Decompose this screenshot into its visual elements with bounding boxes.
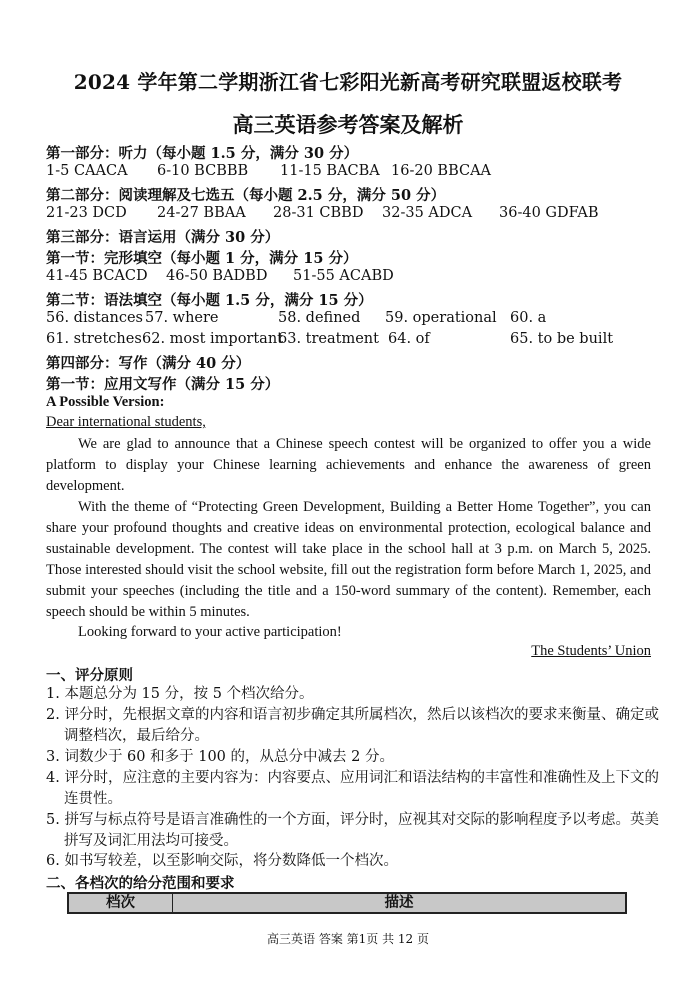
answer-group: 28-31 CBBD xyxy=(273,205,364,221)
grammar-answers-row2 xyxy=(46,331,613,347)
answer-item: 65. to be built xyxy=(510,331,614,347)
answer-item: 57. where xyxy=(145,310,219,326)
answer-item: 64. of xyxy=(388,331,430,347)
table-header-description: 描述 xyxy=(384,894,414,911)
part2-answers xyxy=(46,205,599,221)
grading-rule: 3. 词数少于 60 和多于 100 的，从总分中减去 2 分。 xyxy=(46,749,394,765)
letter-paragraph-1: We are glad to announce that a Chinese speech contest will be organized to offer you a wide platform to display your Chinese learning achievements and enhance the awareness of green development. xyxy=(46,436,651,494)
answer-item: 56. distances xyxy=(46,310,143,326)
answer-group: 1-5 CAACA xyxy=(46,163,128,179)
answer-item: 58. defined xyxy=(278,310,361,326)
part4-heading: 第四部分：写作（满分 40 分） xyxy=(46,355,251,372)
answer-item: 60. a xyxy=(510,310,547,326)
exam-title: 2024 学年第二学期浙江省七彩阳光新高考研究联盟返校联考 xyxy=(73,70,623,94)
part2-heading: 第二部分：阅读理解及七选五（每小题 2.5 分，满分 50 分） xyxy=(46,187,446,204)
grading-rule: 6. 如书写较差，以至影响交际，将分数降低一个档次。 xyxy=(46,853,398,869)
grading-rule: 4. 评分时，应注意的主要内容为：内容要点、应用词汇和语法结构的丰富性和准确性及上下文的连贯性。 xyxy=(46,770,659,807)
part1-heading: 第一部分：听力（每小题 1.5 分，满分 30 分） xyxy=(46,145,359,162)
table-header-level: 档次 xyxy=(69,894,173,912)
letter-paragraph-3: Looking forward to your active participation! xyxy=(78,624,342,640)
answer-group: 36-40 GDFAB xyxy=(499,205,599,221)
page-footer: 高三英语 答案 第1页 共 12 页 xyxy=(267,932,429,946)
answer-item: 63. treatment xyxy=(278,331,379,347)
letter-salutation: Dear international students, xyxy=(46,414,206,430)
answer-item: 62. most important xyxy=(142,331,283,347)
answer-item: 61. stretches xyxy=(46,331,142,347)
grading-rule: 5. 拼写与标点符号是语言准确性的一个方面，评分时，应视其对交际的影响程度予以考虑。英美拼写及词汇用法均可接受。 xyxy=(46,812,659,849)
grading-table-header xyxy=(67,892,627,914)
answer-group: 16-20 BBCAA xyxy=(391,163,492,179)
part3-section2-heading: 第二节：语法填空（每小题 1.5 分，满分 15 分） xyxy=(46,292,373,309)
grading-rule: 2. 评分时，先根据文章的内容和语言初步确定其所属档次，然后以该档次的要求来衡量、确定或调整档次，最后给分。 xyxy=(46,707,659,744)
grading-range-heading: 二、各档次的给分范围和要求 xyxy=(46,875,235,892)
answer-group: 24-27 BBAA xyxy=(157,205,246,221)
answer-group: 11-15 BACBA xyxy=(280,163,380,179)
part3-section1-heading: 第一节：完形填空（每小题 1 分，满分 15 分） xyxy=(46,250,358,267)
version-label: A Possible Version: xyxy=(46,394,165,410)
letter-paragraph-2: With the theme of “Protecting Green Development, Building a Better Home Together”, you can share your profound thoughts and creative ideas on environmental protection, ecological balance and sustainable development. The contest will take place in the school hall at 3 p.m. on March 5, 2025. Those interested should visit the school website, fill out the registration form before March 1, 2025, and submit your speeches (including the title and a 150-word summary of the content). Remember, each speech should be within 5 minutes. xyxy=(46,499,651,620)
answer-group: 51-55 ACABD xyxy=(293,268,394,284)
part4-section1-heading: 第一节：应用文写作（满分 15 分） xyxy=(46,376,280,393)
answer-group: 6-10 BCBBB xyxy=(157,163,249,179)
grading-heading: 一、评分原则 xyxy=(46,667,133,684)
answer-item: 59. operational xyxy=(385,310,497,326)
grammar-answers-row1 xyxy=(46,310,546,326)
document-subtitle: 高三英语参考答案及解析 xyxy=(232,112,464,137)
grading-rule: 1. 本题总分为 15 分，按 5 个档次给分。 xyxy=(46,686,314,702)
answer-group: 32-35 ADCA xyxy=(382,205,473,221)
answer-group: 21-23 DCD xyxy=(46,205,127,221)
letter-signature: The Students’ Union xyxy=(531,643,651,659)
answer-group: 46-50 BADBD xyxy=(166,268,268,284)
cloze-answers xyxy=(46,268,394,284)
part3-heading: 第三部分：语言运用（满分 30 分） xyxy=(46,229,280,246)
part1-answers xyxy=(46,163,491,179)
answer-group: 41-45 BCACD xyxy=(46,268,148,284)
